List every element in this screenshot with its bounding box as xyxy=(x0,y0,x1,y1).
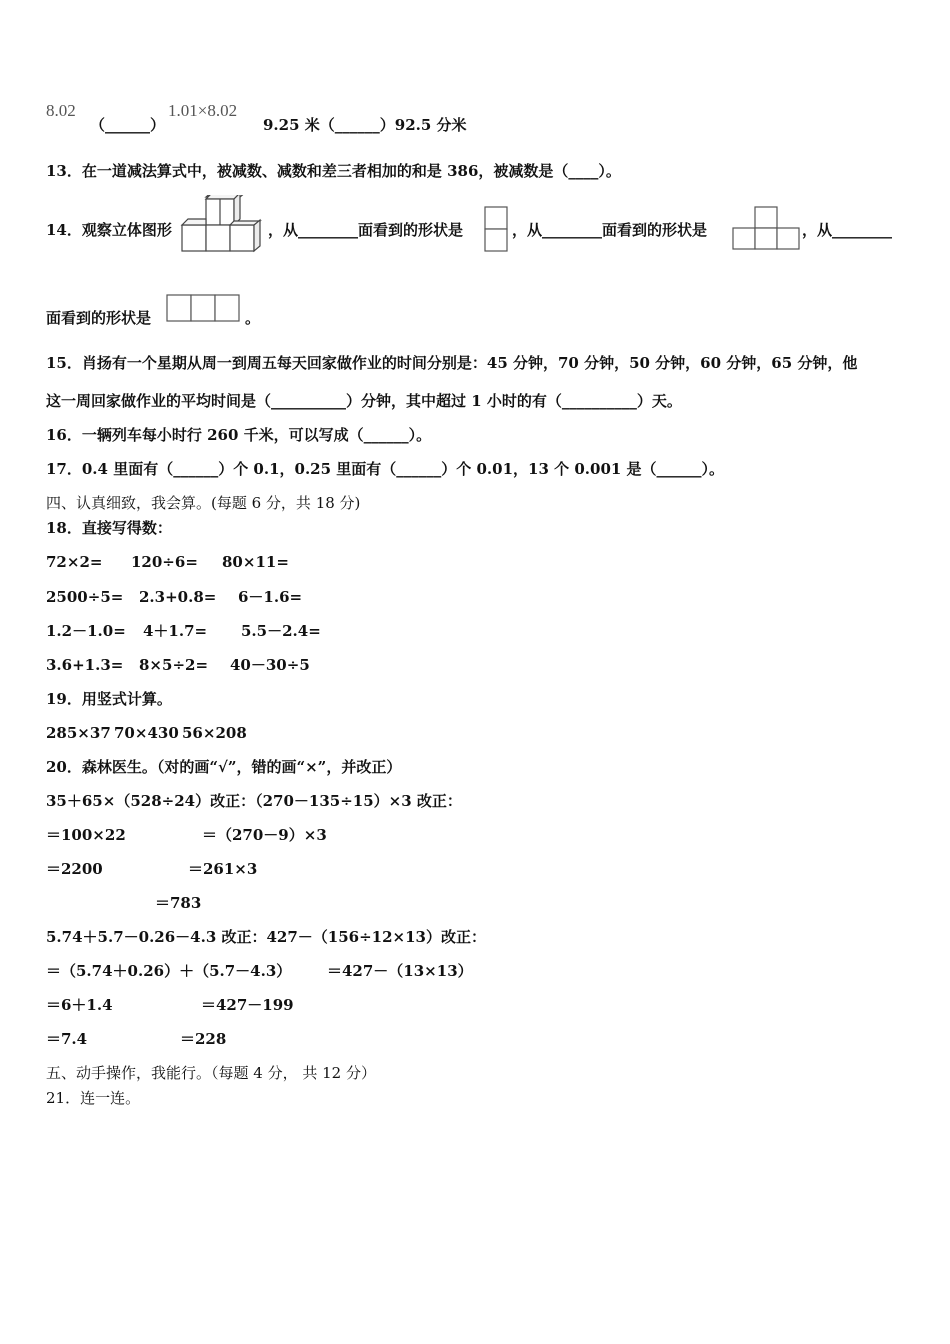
solid-figure-icon xyxy=(180,195,264,253)
q20-line: ＝（5.74＋0.26）＋（5.7－4.3） xyxy=(46,962,292,980)
q18-title: 18．直接写得数： xyxy=(46,519,172,537)
section-5-title: 五、动手操作，我能行。（每题 4 分， 共 12 分） xyxy=(46,1064,376,1082)
q20-line: ＝7.4 xyxy=(46,1030,88,1048)
q14-text-3: ，从________面看到的形状是 xyxy=(512,221,708,239)
q20-line: ＝228 xyxy=(180,1030,227,1048)
q12-compare-b: 9.25 米（______）92.5 分米 xyxy=(263,116,467,134)
q14-text-4: ，从________ xyxy=(802,221,893,239)
view-shape-three-row-icon xyxy=(165,293,243,323)
q18-item: 72×2= xyxy=(46,553,103,571)
q20-line: ＝2200 xyxy=(46,860,103,878)
q15-line-1: 15．肖扬有一个星期从周一到周五每天回家做作业的时间分别是：45 分钟，70 分钟，50 分钟，60 分钟，65 分钟，他 xyxy=(46,354,858,372)
q20-title: 20．森林医生。（对的画“√”，错的画“×”，并改正） xyxy=(46,758,402,776)
q20-line: ＝427－199 xyxy=(201,996,294,1014)
q14-text-1: 14．观察立体图形 xyxy=(46,221,172,239)
q20-line: ＝（270－9）×3 xyxy=(202,826,327,844)
section-4-title: 四、认真细致，我会算。(每题 6 分，共 18 分) xyxy=(46,494,361,512)
q19-item: 285×37 xyxy=(46,724,111,742)
q18-item: 5.5－2.4= xyxy=(241,622,321,640)
q20-line: ＝6＋1.4 xyxy=(46,996,113,1014)
q20-line: ＝783 xyxy=(155,894,202,912)
q18-item: 40－30÷5 xyxy=(230,656,310,674)
q12-value-b: 1.01×8.02 xyxy=(168,101,238,120)
q20-line: 5.74＋5.7－0.26－4.3 改正：427－（156÷12×13）改正： xyxy=(46,928,486,946)
q12-value-a: 8.02 xyxy=(46,101,76,120)
q18-item: 2500÷5= xyxy=(46,588,124,606)
q17-text: 17．0.4 里面有（______）个 0.1，0.25 里面有（______）个 0.01，13 个 0.001 是（______）。 xyxy=(46,460,725,478)
q20-line: ＝261×3 xyxy=(188,860,258,878)
q18-item: 3.6+1.3= xyxy=(46,656,124,674)
q18-item: 80×11= xyxy=(222,553,289,571)
view-shape-t-icon xyxy=(731,205,801,251)
q14-text-6: 。 xyxy=(245,309,261,327)
q18-item: 2.3+0.8= xyxy=(139,588,217,606)
q14-text-5: 面看到的形状是 xyxy=(46,309,152,327)
q18-item: 120÷6= xyxy=(131,553,198,571)
q18-item: 4＋1.7= xyxy=(143,622,208,640)
q13-text: 13．在一道减法算式中，被减数、减数和差三者相加的和是 386，被减数是（____）。 xyxy=(46,162,621,180)
q12-blank-a[interactable]: （______） xyxy=(90,116,166,134)
q21-title: 21．连一连。 xyxy=(46,1089,141,1107)
q14-text-2: ，从________面看到的形状是 xyxy=(268,221,464,239)
q20-line: 35＋65×（528÷24）改正：（270－135÷15）×3 改正： xyxy=(46,792,462,810)
q16-text: 16．一辆列车每小时行 260 千米，可以写成（______）。 xyxy=(46,426,432,444)
q18-item: 1.2－1.0= xyxy=(46,622,126,640)
q19-item: 70×430 xyxy=(114,724,179,742)
q15-line-2: 这一周回家做作业的平均时间是（__________）分钟，其中超过 1 小时的有（__________）天。 xyxy=(46,392,682,410)
q20-line: ＝100×22 xyxy=(46,826,126,844)
q19-title: 19．用竖式计算。 xyxy=(46,690,172,708)
q18-item: 8×5÷2= xyxy=(139,656,209,674)
view-shape-two-vertical-icon xyxy=(483,205,509,253)
q20-line: ＝427－（13×13） xyxy=(327,962,473,980)
q18-item: 6－1.6= xyxy=(238,588,303,606)
q19-item: 56×208 xyxy=(182,724,247,742)
